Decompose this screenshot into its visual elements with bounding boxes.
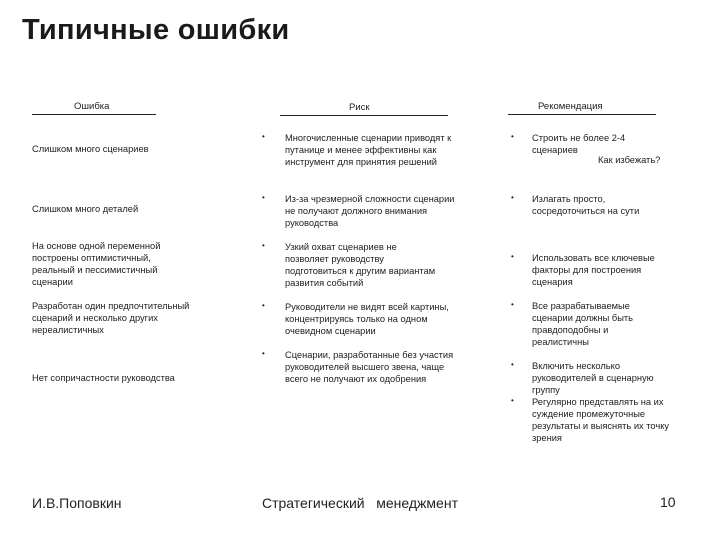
risk-cell: Руководители не видят всей картины, концентрируясь только на одном очевидном сценарии (285, 302, 449, 336)
bullet-icon: • (262, 241, 265, 250)
recommendation-cell: Использовать все ключевые факторы для построения сценария (532, 253, 655, 287)
bullet-icon: • (511, 252, 514, 261)
risk-cell: Многочисленные сценарии приводят к путанице и менее эффективны как инструмент для принятия решений (285, 133, 452, 167)
risk-cell: Из-за чрезмерной сложности сценарии не получают должного внимания руководства (285, 194, 455, 228)
bullet-icon: • (262, 193, 265, 202)
column-header-recommendation: Рекомендация (538, 101, 603, 112)
bullet-icon: • (511, 193, 514, 202)
recommendation-cell: Строить не более 2-4 сценариев (532, 133, 626, 155)
bullet-icon: • (511, 132, 514, 141)
column-header-risk: Риск (349, 102, 370, 113)
error-cell: Слишком много сценариев (32, 144, 149, 154)
header-divider (280, 115, 448, 116)
bullet-icon: • (262, 132, 265, 141)
recommendation-cell: Включить несколько руководителей в сценарную группу (532, 361, 654, 395)
slide-title: Типичные ошибки (22, 14, 290, 46)
bullet-icon: • (511, 360, 514, 369)
header-divider (508, 114, 656, 115)
bullet-icon: • (262, 301, 265, 310)
page-number: 10 (660, 494, 676, 510)
risk-cell: Сценарии, разработанные без участия руководителей высшего звена, чаще всего не получают их одобрения (285, 350, 454, 384)
header-divider (32, 114, 156, 115)
error-cell: Разработан один предпочтительный сценарий и несколько других нереалистичных (32, 301, 190, 335)
footer-author: И.В.Поповкин (32, 495, 122, 511)
recommendation-cell: Регулярно представлять на их суждение промежуточные результаты и выяснять их точку зрения (532, 397, 670, 443)
error-cell: Нет сопричастности руководства (32, 373, 175, 383)
bullet-icon: • (262, 349, 265, 358)
side-note: Как избежать? (598, 155, 661, 165)
footer-course: Стратегический менеджмент (262, 495, 458, 511)
error-cell: На основе одной переменной построены оптимистичный, реальный и пессимистичный сценарии (32, 241, 161, 287)
error-cell: Слишком много деталей (32, 204, 139, 214)
recommendation-cell: Все разрабатываемые сценарии должны быть правдоподобны и реалистичны (532, 301, 634, 347)
recommendation-cell: Излагать просто, сосредоточиться на сути (532, 194, 640, 216)
bullet-icon: • (511, 396, 514, 405)
column-header-error: Ошибка (74, 101, 110, 112)
bullet-icon: • (511, 300, 514, 309)
risk-cell: Узкий охват сценариев не позволяет руководству подготовиться к другим вариантам развития событий (285, 242, 436, 288)
